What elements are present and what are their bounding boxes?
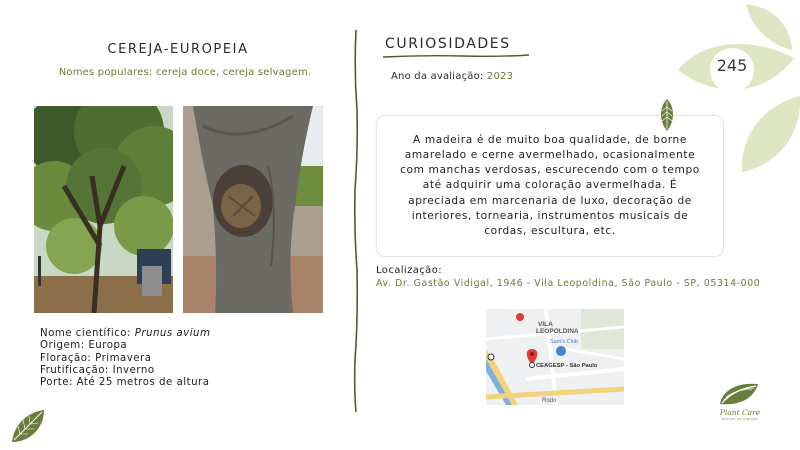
brand-tagline: acervo de plantas: [721, 417, 759, 421]
year-value: 2023: [486, 71, 514, 82]
fact-size: Porte: Até 25 metros de altura: [40, 377, 210, 389]
fact-scientific-label: Nome científico:: [40, 328, 135, 339]
small-leaf-icon: [657, 99, 677, 131]
brand-name: Plant Care: [719, 408, 761, 417]
bottom-leaf-icon: [8, 408, 48, 446]
location-address[interactable]: Av. Dr. Gastão Vidigal, 1946 - Vila Leopoldina, São Paulo - SP, 05314-000: [376, 278, 761, 289]
page-number: 245: [716, 56, 748, 75]
map-poi-store: Sam's Club: [550, 339, 578, 345]
year-label: Ano da avaliação:: [391, 71, 487, 82]
brand-leaf-icon: [700, 380, 780, 408]
species-facts: [40, 328, 210, 389]
fact-fruiting: Frutificação: Inverno: [40, 364, 155, 376]
popular-names: Nomes populares: cereja doce, cereja selvagem.: [58, 67, 312, 78]
fact-flowering: Floração: Primavera: [40, 352, 152, 364]
location-label: Localização:: [376, 265, 442, 276]
curiosities-heading: CURIOSIDADES: [385, 36, 511, 52]
tree-canopy-photo: [34, 106, 173, 313]
map-road-label: Rodo: [542, 398, 557, 404]
heading-underline: [383, 52, 529, 60]
tree-trunk-photo: [183, 106, 323, 313]
map-district-line1: VILA: [538, 321, 553, 328]
species-title: CEREJA-EUROPEIA: [107, 42, 249, 57]
evaluation-year: [391, 71, 513, 82]
vertical-divider: [348, 30, 364, 412]
leaf-decoration: [672, 0, 800, 180]
map-district-line2: LEOPOLDINA: [536, 328, 579, 335]
fact-origin: Origem: Europa: [40, 340, 128, 352]
fact-scientific-value: Prunus avium: [134, 328, 211, 339]
fact-scientific-name: [40, 328, 210, 340]
location-map[interactable]: [486, 309, 624, 405]
map-poi-main: CEAGESP - São Paulo: [536, 363, 598, 369]
brand-logo: [700, 380, 780, 440]
curiosities-text: A madeira é de muito boa qualidade, de borne amarelado e cerne avermelhado, ocasionalmente com manchas verdosas, escurecendo com o tempo até adquirir uma coloração avermelhada. É apreciada em marcenaria de luxo, decoração de interiores, tornearia, instrumentos musicais de cordas, escultura, etc.: [400, 133, 700, 237]
